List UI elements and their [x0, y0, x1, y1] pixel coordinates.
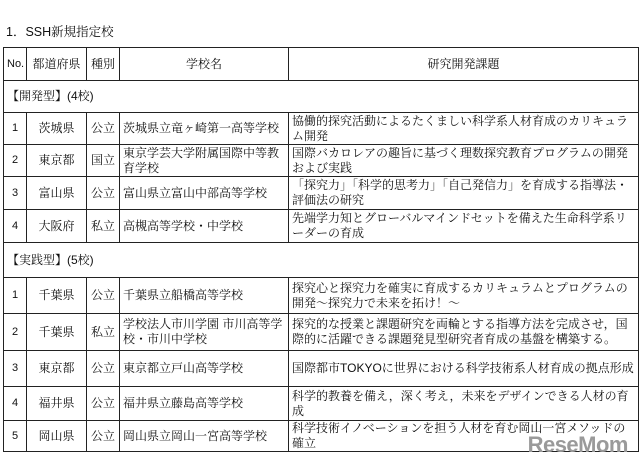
- cell-prefecture: 茨城県: [27, 113, 87, 145]
- section-label: 【実践型】(5校): [4, 243, 639, 278]
- cell-type: 公立: [87, 387, 120, 421]
- table-row: [4, 145, 639, 177]
- cell-type: 公立: [87, 177, 120, 210]
- section-row: [4, 81, 639, 113]
- cell-type: 公立: [87, 113, 120, 145]
- cell-no: 4: [4, 210, 27, 243]
- cell-prefecture: 東京都: [27, 351, 87, 387]
- cell-topic: 「探究力」「科学的思考力」「自己発信力」を育成する指導法・評価法の研究: [289, 177, 639, 210]
- page-title: 1．SSH新規指定校: [6, 25, 114, 39]
- cell-type: 私立: [87, 210, 120, 243]
- cell-school: 福井県立藤島高等学校: [120, 387, 289, 421]
- cell-prefecture: 千葉県: [27, 314, 87, 351]
- cell-type: 国立: [87, 145, 120, 177]
- header-prefecture: 都道府県: [27, 48, 87, 81]
- header-type: 種別: [87, 48, 120, 81]
- cell-topic: 国際バカロレアの趣旨に基づく理数探究教育プログラムの開発および実践: [289, 145, 639, 177]
- cell-topic: 科学的教養を備え，深く考え，未来をデザインできる人材の育成: [289, 387, 639, 421]
- cell-no: 3: [4, 177, 27, 210]
- cell-topic: 国際都市TOKYOに世界における科学技術系人材育成の拠点形成: [289, 351, 639, 387]
- cell-prefecture: 福井県: [27, 387, 87, 421]
- table-row: [4, 314, 639, 351]
- section-label: 【開発型】(4校): [4, 81, 639, 113]
- cell-school: 学校法人市川学園 市川高等学校・市川中学校: [120, 314, 289, 351]
- cell-school: 高槻高等学校・中学校: [120, 210, 289, 243]
- cell-topic: 協働的探究活動によるたくましい科学系人材育成のカリキュラム開発: [289, 113, 639, 145]
- cell-topic: 先端学力知とグローバルマインドセットを備えた生命科学系リーダーの育成: [289, 210, 639, 243]
- cell-school: 東京学芸大学附属国際中等教育学校: [120, 145, 289, 177]
- cell-prefecture: 千葉県: [27, 278, 87, 314]
- cell-prefecture: 富山県: [27, 177, 87, 210]
- cell-prefecture: 大阪府: [27, 210, 87, 243]
- table-row: [4, 210, 639, 243]
- table-row: [4, 113, 639, 145]
- cell-no: 2: [4, 314, 27, 351]
- cell-type: 公立: [87, 421, 120, 452]
- cell-school: 富山県立富山中部高等学校: [120, 177, 289, 210]
- cell-type: 公立: [87, 351, 120, 387]
- cell-school: 千葉県立船橋高等学校: [120, 278, 289, 314]
- cell-type: 公立: [87, 278, 120, 314]
- cell-type: 私立: [87, 314, 120, 351]
- table-header-row: [4, 48, 639, 81]
- cell-no: 1: [4, 278, 27, 314]
- header-school: 学校名: [120, 48, 289, 81]
- cell-prefecture: 岡山県: [27, 421, 87, 452]
- cell-topic: 探究的な授業と課題研究を両輪とする指導方法を完成させ，国際的に活躍できる課題発見型研究者育成の基盤を構築する。: [289, 314, 639, 351]
- table-row: [4, 351, 639, 387]
- cell-topic: 探究心と探究力を確実に育成するカリキュラムとプログラムの開発～探究力で未来を拓け！～: [289, 278, 639, 314]
- cell-school: 茨城県立竜ヶ崎第一高等学校: [120, 113, 289, 145]
- resemom-watermark-logo: ReseMom: [527, 432, 628, 457]
- table-row: [4, 387, 639, 421]
- cell-prefecture: 東京都: [27, 145, 87, 177]
- cell-no: 3: [4, 351, 27, 387]
- cell-school: 岡山県立岡山一宮高等学校: [120, 421, 289, 452]
- cell-no: 1: [4, 113, 27, 145]
- cell-no: 2: [4, 145, 27, 177]
- ssh-schools-table: [3, 47, 639, 452]
- table-row: [4, 278, 639, 314]
- cell-no: 4: [4, 387, 27, 421]
- cell-no: 5: [4, 421, 27, 452]
- section-row: [4, 243, 639, 278]
- header-topic: 研究開発課題: [289, 48, 639, 81]
- cell-school: 東京都立戸山高等学校: [120, 351, 289, 387]
- cell-topic: 科学技術イノベーションを担う人材を育む岡山一宮メソッドの確立: [289, 421, 639, 452]
- table-row: [4, 177, 639, 210]
- header-no: No.: [4, 48, 27, 81]
